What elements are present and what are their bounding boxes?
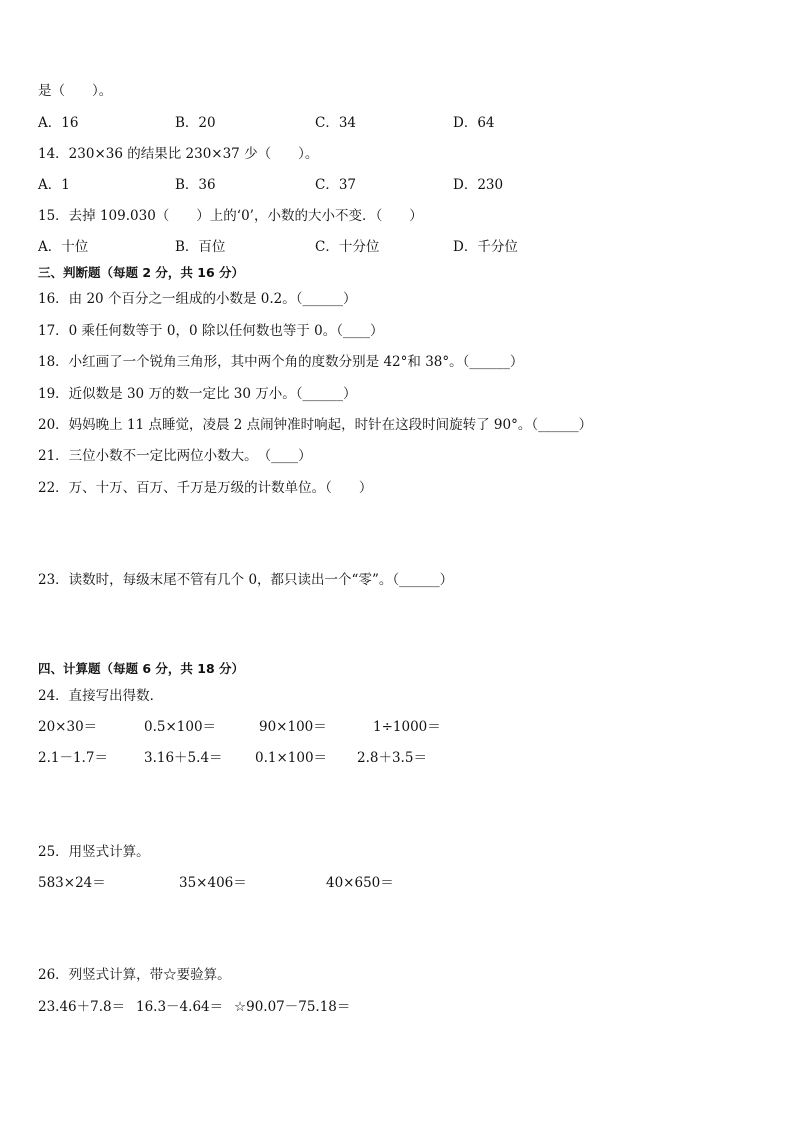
- judgment-16: 16．由 20 个百分之一组成的小数是 0.2。（______）: [38, 291, 357, 307]
- q14-option-d: D．230: [453, 177, 504, 193]
- q13-option-c: C．34: [315, 115, 357, 131]
- judgment-22: 22．万、十万、百万、千万是万级的计数单位。（ ）: [38, 480, 373, 496]
- q13-option-a: A．16: [38, 115, 79, 131]
- q25-item: 583×24＝: [38, 875, 106, 891]
- q25-item: 40×650＝: [326, 875, 394, 891]
- q24-item: 3.16＋5.4＝: [144, 750, 223, 766]
- q24-item: 2.8＋3.5＝: [357, 750, 427, 766]
- q26-item: ☆90.07－75.18＝: [234, 999, 351, 1015]
- q15-stem: 15．去掉 109.030（ ）上的‘0’，小数的大小不变．（ ）: [38, 208, 423, 224]
- q24-item: 2.1－1.7＝: [38, 750, 108, 766]
- judgment-23: 23．读数时，每级末尾不管有几个 0，都只读出一个“零”。（______）: [38, 572, 454, 588]
- q25-stem: 25．用竖式计算。: [38, 844, 150, 860]
- q24-item: 20×30＝: [38, 719, 98, 735]
- q26-stem: 26．列竖式计算，带☆要验算。: [38, 967, 231, 983]
- q24-item: 0.5×100＝: [144, 719, 217, 735]
- q14-option-b: B．36: [175, 177, 216, 193]
- section-3-heading: 三、判断题（每题 2 分，共 16 分）: [38, 265, 245, 280]
- q15-option-a: A．十位: [38, 239, 89, 255]
- judgment-20: 20．妈妈晚上 11 点睡觉，凌晨 2 点闹钟准时响起，时针在这段时间旋转了 90°。（______）: [38, 417, 593, 433]
- q24-item: 90×100＝: [259, 719, 327, 735]
- q15-option-b: B．百位: [175, 239, 226, 255]
- q14-stem: 14．230×36 的结果比 230×37 少（ ）。: [38, 146, 319, 162]
- q14-option-c: C．37: [315, 177, 357, 193]
- q24-item: 0.1×100＝: [255, 750, 328, 766]
- q26-item: 16.3－4.64＝: [136, 999, 224, 1015]
- section-4-heading: 四、计算题（每题 6 分，共 18 分）: [38, 661, 245, 676]
- q26-item: 23.46＋7.8＝: [38, 999, 126, 1015]
- q13-option-b: B．20: [175, 115, 216, 131]
- judgment-21: 21．三位小数不一定比两位小数大。 （____）: [38, 448, 312, 464]
- q14-option-a: A．1: [38, 177, 70, 193]
- judgment-19: 19．近似数是 30 万的数一定比 30 万小。（______）: [38, 386, 357, 402]
- q15-option-d: D．千分位: [453, 239, 518, 255]
- q13-stem-tail: 是（ ）。: [38, 83, 113, 99]
- q25-item: 35×406＝: [179, 875, 247, 891]
- judgment-17: 17．0 乘任何数等于 0，0 除以任何数也等于 0。（____）: [38, 323, 384, 339]
- q24-stem: 24．直接写出得数．: [38, 688, 164, 704]
- q24-item: 1÷1000＝: [373, 719, 441, 735]
- q15-option-c: C．十分位: [315, 239, 380, 255]
- q13-option-d: D．64: [453, 115, 495, 131]
- judgment-18: 18．小红画了一个锐角三角形，其中两个角的度数分别是 42°和 38°。（______）: [38, 354, 524, 370]
